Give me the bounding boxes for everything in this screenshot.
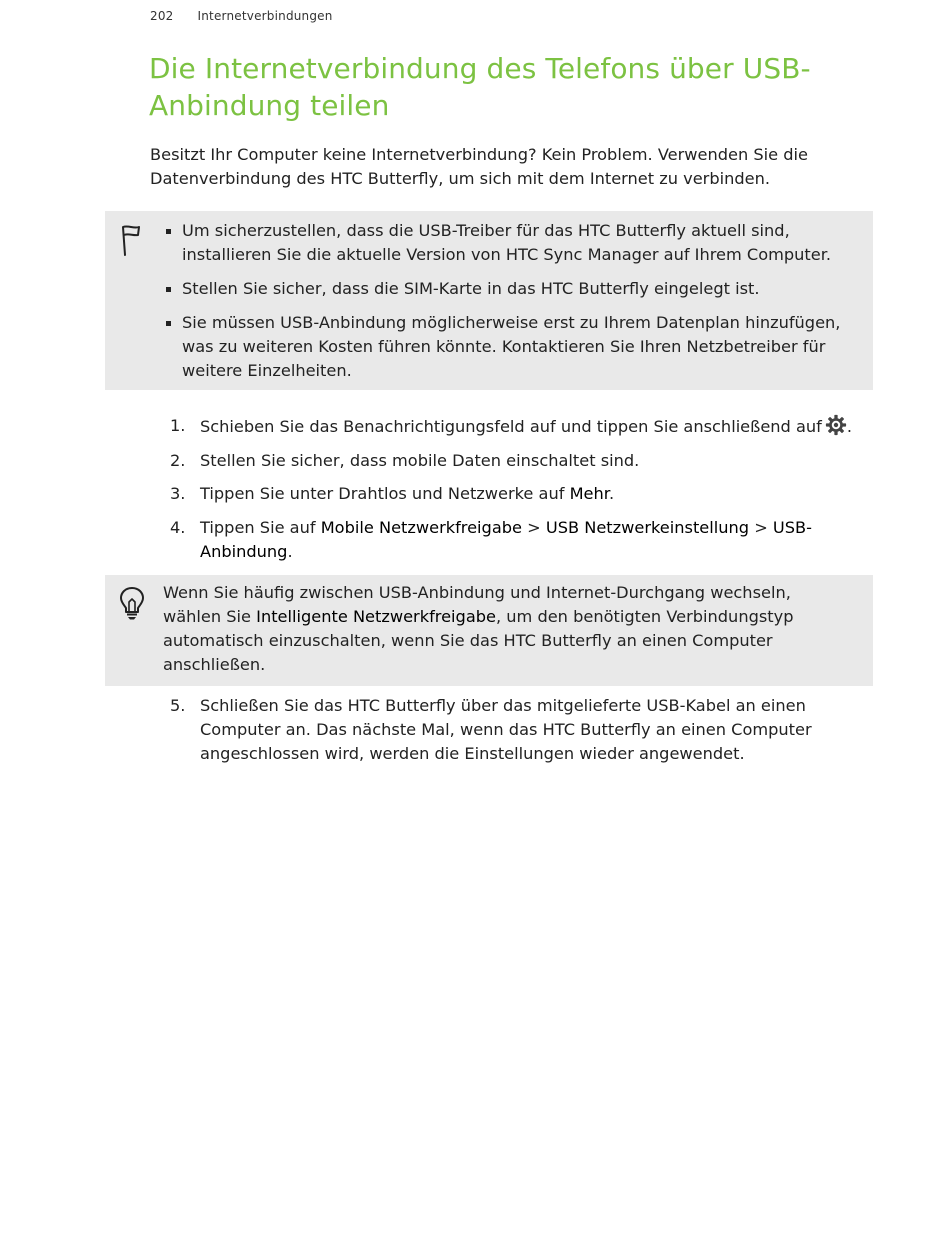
section-title: Internetverbindungen [197, 9, 333, 23]
step-item [160, 449, 860, 473]
ui-term-mehr: Mehr [569, 484, 609, 503]
note-bullet-list [160, 219, 860, 393]
note-bullet-item [160, 219, 860, 267]
page-header [150, 9, 333, 23]
step-item [160, 516, 860, 564]
gear-icon [825, 414, 847, 436]
step-number: 1. [170, 416, 186, 435]
tip-text-start: Wenn Sie häufig zwischen USB-Anbindung und Internet-Durchgang wechseln, wählen Sie [163, 583, 791, 626]
step-text: Tippen Sie auf [200, 517, 316, 537]
path-separator: > [522, 517, 546, 537]
flag-icon [120, 223, 142, 257]
step-number: 2. [170, 450, 186, 470]
step-item [160, 694, 860, 766]
bullet-icon [166, 287, 171, 292]
steps-list-continued [160, 694, 860, 776]
step-item [160, 482, 860, 506]
steps-list [160, 414, 860, 573]
ui-term-usb-netzwerkeinstellung: USB Netzwerkeinstellung [545, 517, 750, 537]
ui-term-usb-anbindung: USB-Anbindung [200, 517, 812, 561]
note-bullet-item [160, 277, 860, 301]
lightbulb-icon [118, 585, 146, 621]
step-text-end: . [608, 484, 615, 503]
ui-term-mobile-netzwerkfreigabe: Mobile Netzwerkfreigabe [320, 517, 522, 537]
step-text: Schließen Sie das HTC Butterfly über das mitgelieferte USB-Kabel an einen Computer an. Das nächste Mal, wenn das HTC Butterfly an einen Computer angeschlossen wird, werden die Einstellungen wieder angewendet. [200, 696, 812, 763]
step-number: 4. [170, 517, 186, 537]
tip-text [163, 581, 853, 677]
path-separator: > [749, 517, 773, 537]
tip-text-end: , um den benötigten Verbindungstyp automatisch einzuschalten, wenn Sie das HTC Butterfly an einen Computer anschließen. [163, 607, 794, 674]
step-text: Tippen Sie unter Drahtlos und Netzwerke auf [200, 484, 565, 503]
note-bullet-text: Stellen Sie sicher, dass die SIM-Karte in das HTC Butterfly eingelegt ist. [182, 279, 760, 298]
note-bullet-item [160, 311, 860, 383]
intro-paragraph: Besitzt Ihr Computer keine Internetverbindung? Kein Problem. Verwenden Sie die Datenverbindung des HTC Butterfly, um sich mit dem Internet zu verbinden. [150, 145, 808, 188]
bullet-icon [166, 321, 171, 326]
step-text-end: . [846, 417, 853, 436]
step-number: 5. [170, 696, 186, 715]
page-number: 202 [150, 9, 174, 23]
note-bullet-text: Sie müssen USB-Anbindung möglicherweise erst zu Ihrem Datenplan hinzufügen, was zu weiteren Kosten führen könnte. Kontaktieren Sie Ihren Netzbetreiber für weitere Einzelheiten. [182, 313, 841, 380]
step-text: Schieben Sie das Benachrichtigungsfeld auf und tippen Sie anschließend auf [200, 417, 822, 436]
step-item [160, 414, 860, 439]
page-title: Die Internetverbindung des Telefons über USB-Anbindung teilen [149, 52, 811, 122]
ui-term-intelligente-netzwerkfreigabe: Intelligente Netzwerkfreigabe [256, 607, 496, 626]
step-text: Stellen Sie sicher, dass mobile Daten einschaltet sind. [200, 450, 640, 470]
step-text-end: . [287, 541, 293, 561]
bullet-icon [166, 229, 171, 234]
note-bullet-text: Um sicherzustellen, dass die USB-Treiber für das HTC Butterfly aktuell sind, installieren Sie die aktuelle Version von HTC Sync Manager auf Ihrem Computer. [182, 221, 832, 264]
step-number: 3. [170, 484, 186, 503]
